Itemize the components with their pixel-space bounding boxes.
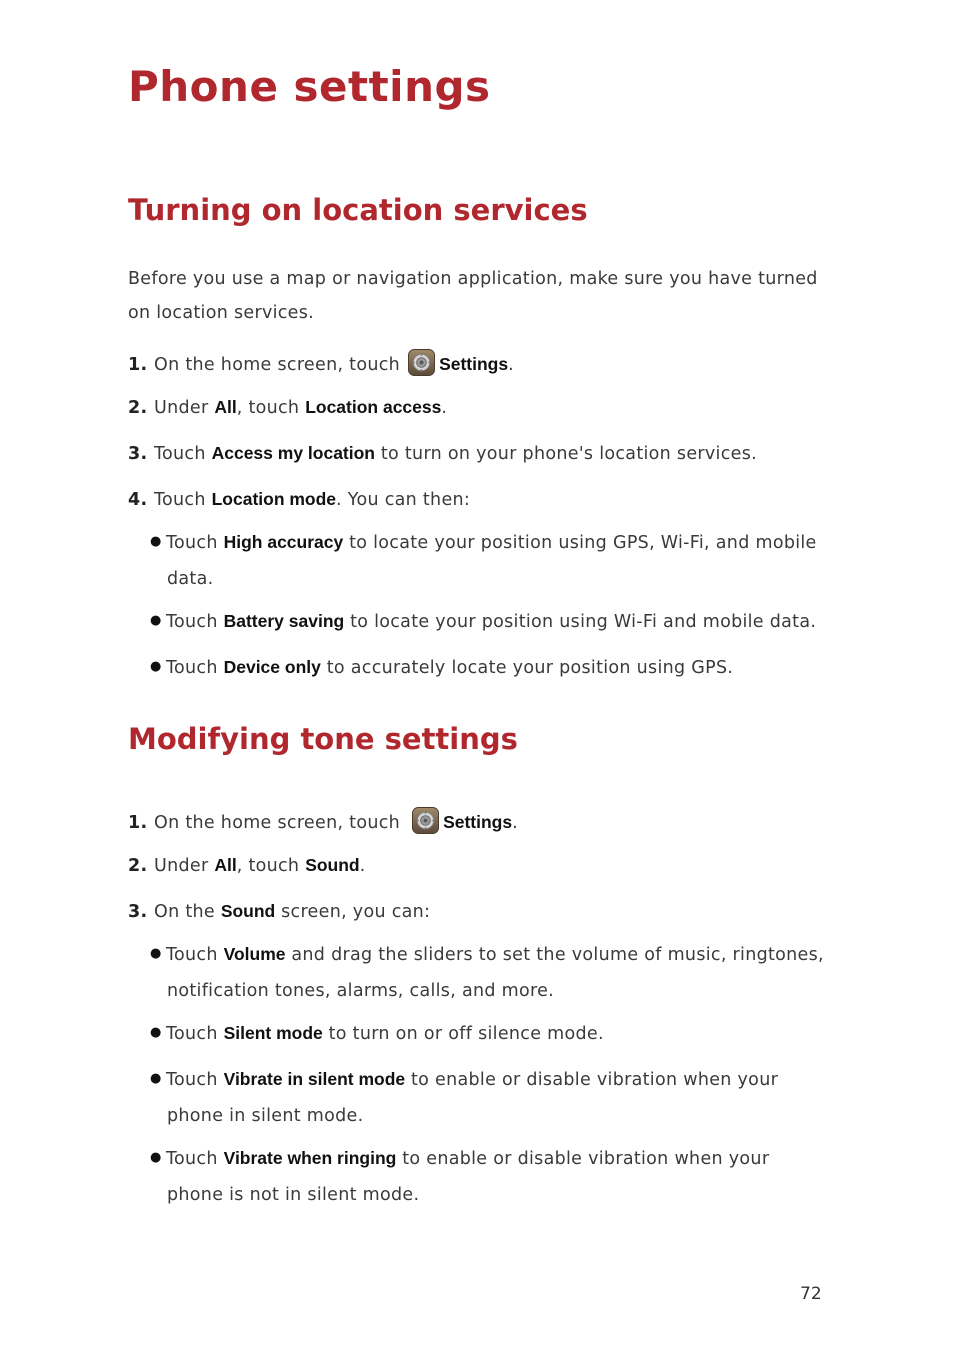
bullet-text: Touch	[166, 945, 224, 965]
all-label: All	[214, 855, 237, 875]
bullet-continuation: phone in silent mode.	[167, 1106, 364, 1126]
location-step-3	[128, 441, 848, 466]
bullet-text-end: to enable or disable vibration when your	[405, 1070, 779, 1090]
location-mode-label: Location mode	[211, 489, 337, 509]
bullet-text-end: to turn on or off silence mode.	[322, 1024, 604, 1044]
section-heading-tone: Modifying tone settings	[128, 722, 518, 756]
sound-label: Sound	[220, 901, 276, 921]
step-text-end: .	[359, 856, 366, 876]
step-text-mid: , touch	[236, 856, 306, 876]
step-text: On the home screen, touch	[154, 813, 401, 833]
page-number: 72	[800, 1284, 822, 1304]
settings-gear-icon	[412, 807, 439, 834]
step-number: 1.	[128, 813, 148, 833]
bullet-icon: ●	[150, 659, 162, 674]
bullet-continuation: notification tones, alarms, calls, and more.	[167, 981, 555, 1001]
step-number: 2.	[128, 398, 148, 418]
bullet-text-end: to accurately locate your position using GPS.	[320, 658, 734, 678]
step-number: 1.	[128, 355, 148, 375]
bullet-text-end: to locate your position using Wi-Fi and mobile data.	[344, 612, 817, 632]
bullet-icon: ●	[150, 1071, 162, 1086]
step-text-end: .	[508, 355, 514, 375]
tone-bullet-vibrate-ringing	[150, 1140, 840, 1213]
silent-mode-label: Silent mode	[223, 1023, 323, 1043]
intro-line-2: on location services.	[128, 303, 315, 323]
bullet-icon: ●	[150, 1025, 162, 1040]
tone-bullet-vibrate-silent	[150, 1061, 840, 1134]
step-number: 3.	[128, 902, 148, 922]
bullet-text: Touch	[166, 1070, 224, 1090]
bullet-icon: ●	[150, 1150, 162, 1165]
settings-label: Settings	[439, 354, 509, 374]
step-text: Touch	[154, 444, 212, 464]
access-my-location-label: Access my location	[211, 443, 375, 463]
sound-label: Sound	[305, 855, 360, 875]
step-text: Touch	[154, 490, 212, 510]
step-text: Under	[154, 398, 215, 418]
battery-saving-label: Battery saving	[223, 611, 345, 631]
vibrate-when-ringing-label: Vibrate when ringing	[223, 1148, 397, 1168]
bullet-text: Touch	[166, 612, 224, 632]
step-number: 4.	[128, 490, 148, 510]
bullet-continuation: data.	[167, 569, 214, 589]
all-label: All	[214, 397, 237, 417]
vibrate-in-silent-mode-label: Vibrate in silent mode	[223, 1069, 406, 1089]
section-heading-location: Turning on location services	[128, 193, 588, 227]
step-text-end: .	[512, 813, 518, 833]
bullet-text: Touch	[166, 1024, 224, 1044]
step-number: 3.	[128, 444, 148, 464]
device-only-label: Device only	[223, 657, 321, 677]
bullet-icon: ●	[150, 613, 162, 628]
bullet-text: Touch	[166, 533, 224, 553]
step-text-end: . You can then:	[336, 490, 471, 510]
location-step-1	[128, 349, 848, 377]
settings-label: Settings	[443, 812, 513, 832]
tone-step-3	[128, 899, 848, 924]
location-step-4	[128, 487, 848, 512]
settings-gear-icon	[408, 349, 435, 376]
step-number: 2.	[128, 856, 148, 876]
bullet-icon: ●	[150, 946, 162, 961]
location-bullet-device-only	[150, 649, 840, 686]
intro-line-1: Before you use a map or navigation application, make sure you have turned	[128, 269, 818, 289]
step-text: On the home screen, touch	[154, 355, 401, 375]
bullet-text-end: to locate your position using GPS, Wi-Fi, and mobile	[343, 533, 817, 553]
bullet-text: Touch	[166, 1149, 224, 1169]
tone-bullet-silent-mode	[150, 1015, 840, 1052]
high-accuracy-label: High accuracy	[223, 532, 344, 552]
step-text: Under	[154, 856, 215, 876]
bullet-icon: ●	[150, 534, 162, 549]
bullet-text-end: and drag the sliders to set the volume of music, ringtones,	[285, 945, 824, 965]
intro-paragraph	[128, 262, 828, 330]
tone-step-2	[128, 853, 848, 878]
bullet-continuation: phone is not in silent mode.	[167, 1185, 420, 1205]
tone-step-1	[128, 807, 848, 835]
volume-label: Volume	[223, 944, 286, 964]
location-step-2	[128, 395, 848, 420]
step-text-end: .	[441, 398, 448, 418]
page-title: Phone settings	[128, 62, 491, 111]
step-text-end: screen, you can:	[275, 902, 431, 922]
step-text-end: to turn on your phone's location services.	[375, 444, 757, 464]
tone-bullet-volume	[150, 936, 840, 1009]
location-access-label: Location access	[305, 397, 442, 417]
bullet-text: Touch	[166, 658, 224, 678]
location-bullet-high-accuracy	[150, 524, 840, 597]
step-text: On the	[154, 902, 221, 922]
step-text-mid: , touch	[236, 398, 306, 418]
bullet-text-end: to enable or disable vibration when your	[396, 1149, 770, 1169]
location-bullet-battery-saving	[150, 603, 840, 640]
